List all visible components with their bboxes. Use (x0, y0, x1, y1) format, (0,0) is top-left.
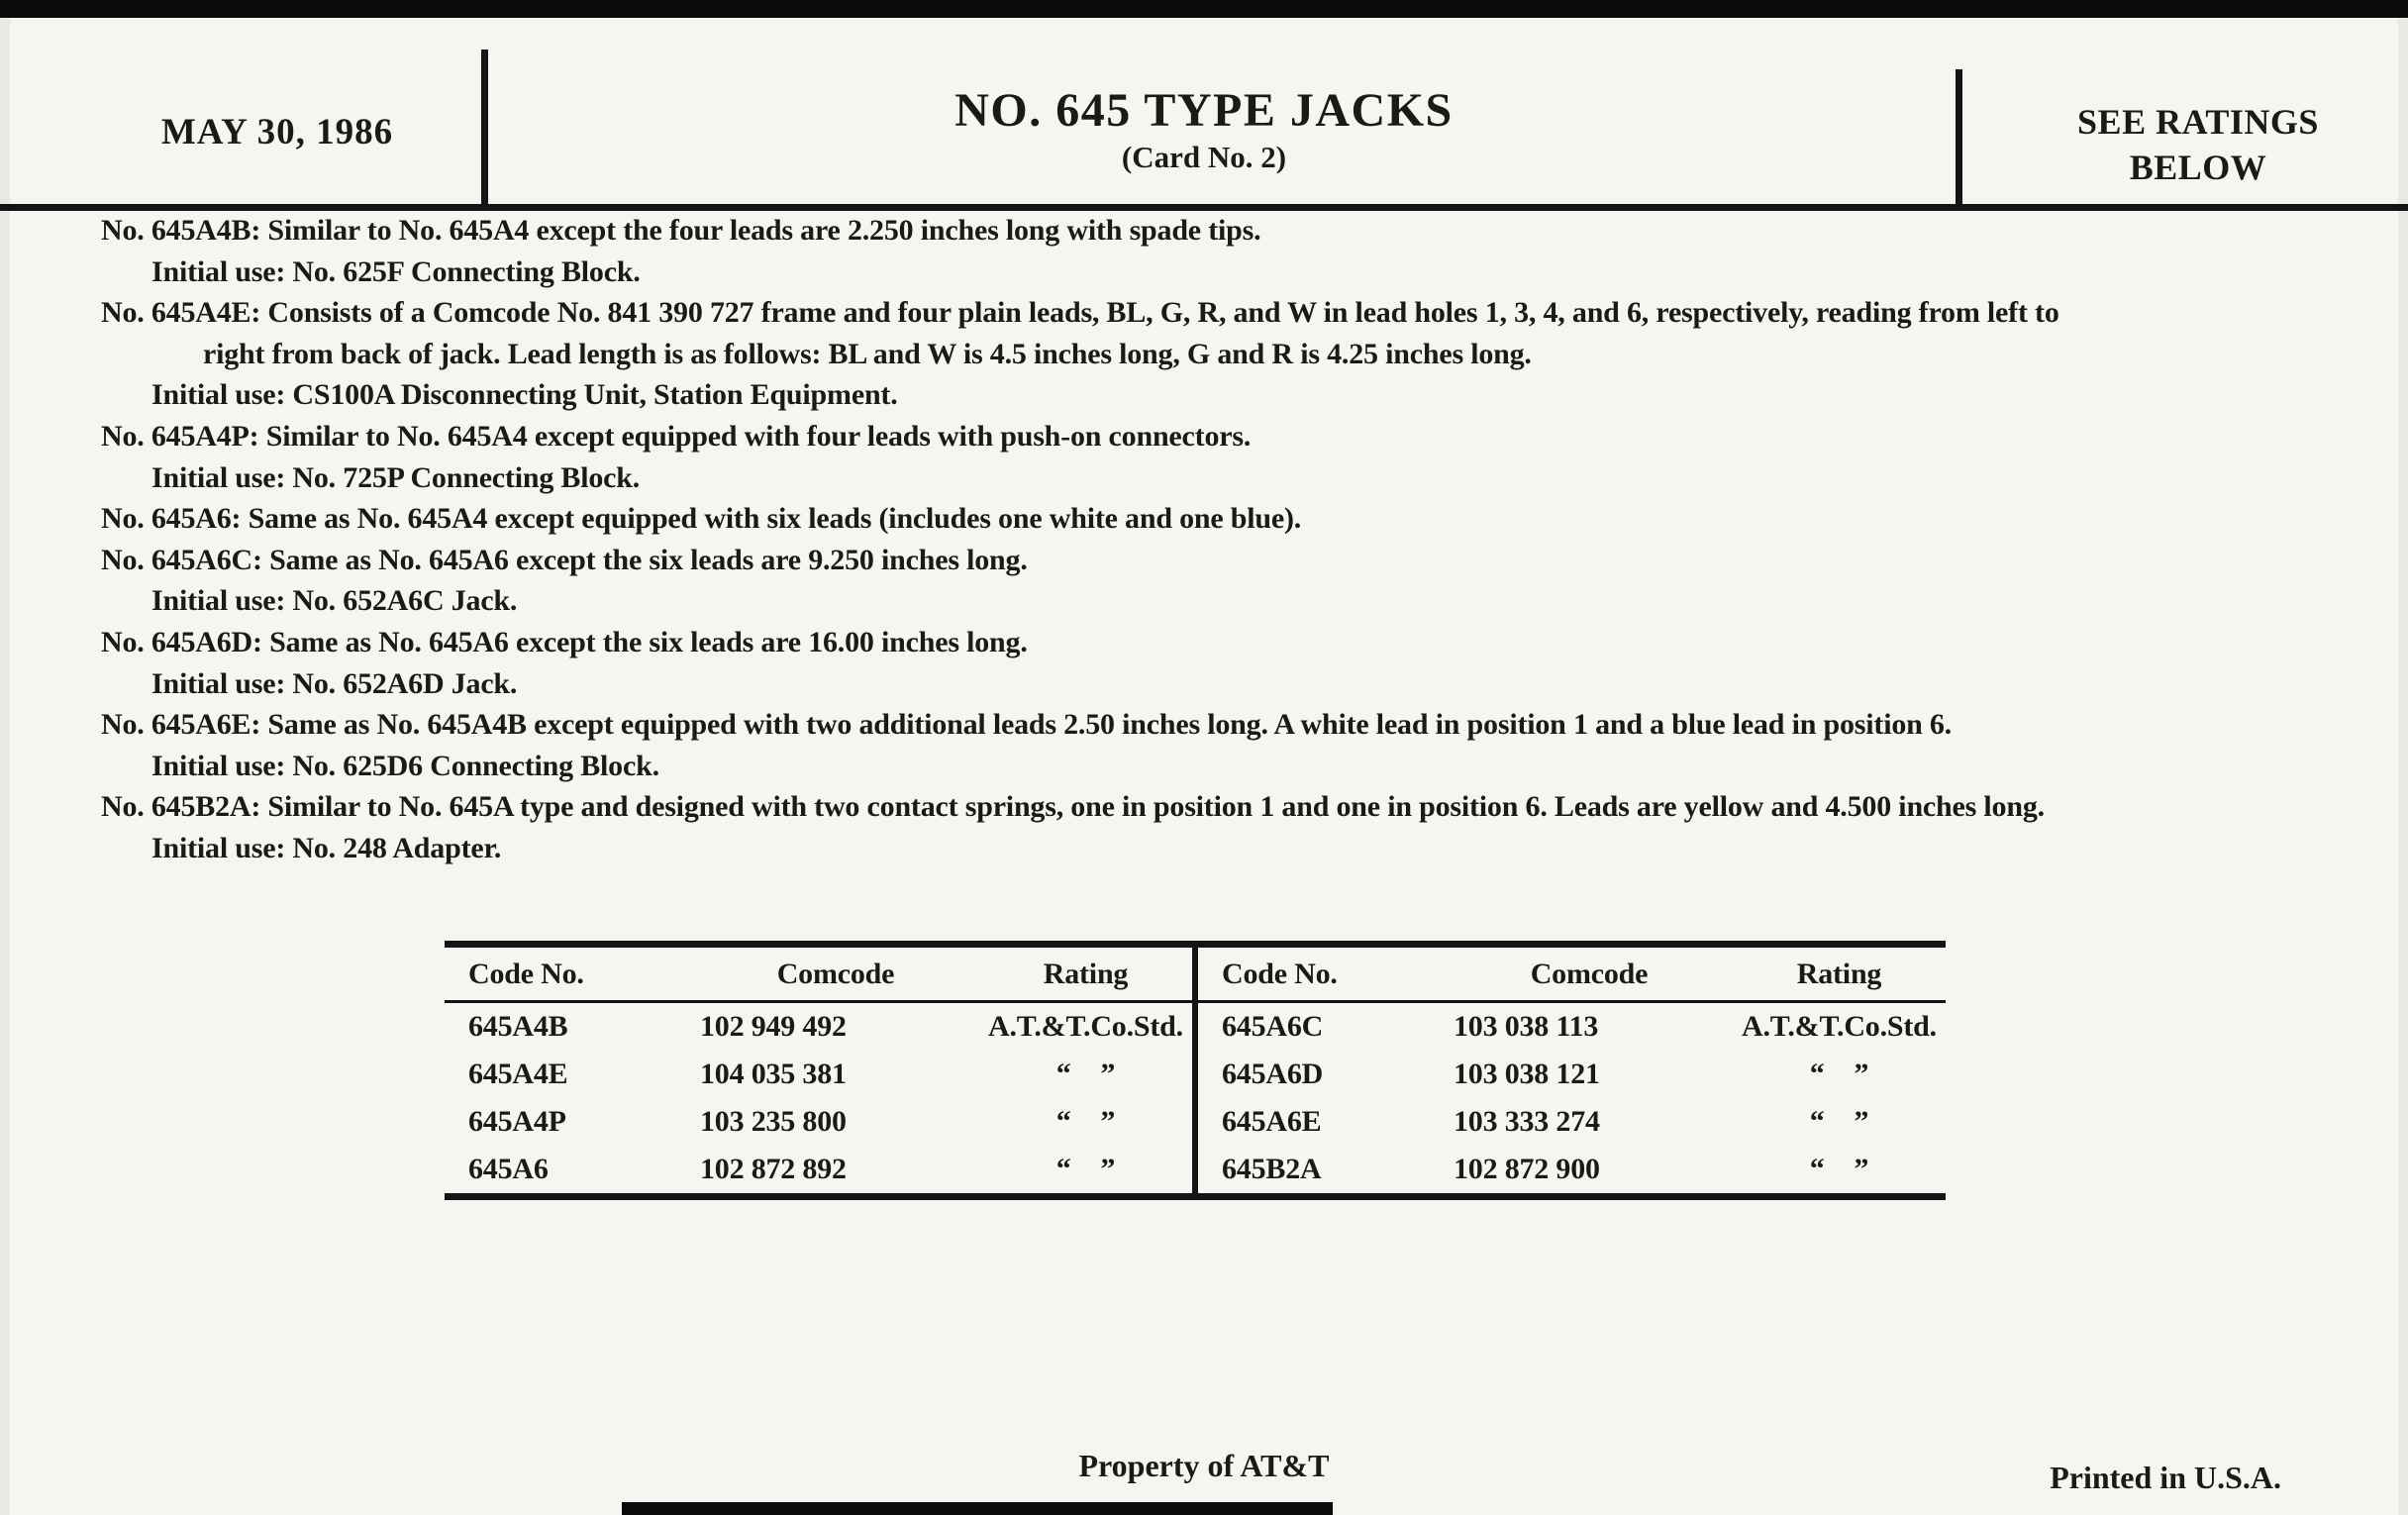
page-title: NO. 645 TYPE JACKS (954, 84, 1454, 137)
table-cell-code: 645A6C (1222, 1010, 1324, 1043)
table-cell-rating: “ ” (1809, 1058, 1869, 1090)
table-row (1198, 1003, 1946, 1051)
description-line: No. 645A6C: Same as No. 645A6 except the six leads are 9.250 inches long. (101, 543, 1028, 576)
description-line: No. 645A4P: Similar to No. 645A4 except equipped with four leads with push-on connectors. (101, 419, 1252, 453)
table-cell-code: 645B2A (1222, 1153, 1322, 1185)
table-cell-rating: “ ” (1809, 1105, 1869, 1138)
description-line: Initial use: No. 725P Connecting Block. (151, 460, 641, 494)
description-line: No. 645B2A: Similar to No. 645A type and designed with two contact springs, one in position 1 and one in position 6. Leads are yellow and 4.500 inches long. (101, 790, 2045, 824)
footer-printed-notice: Printed in U.S.A. (2050, 1460, 2281, 1495)
table-cell-rating: “ ” (1809, 1153, 1869, 1185)
table-cell-comcode: 103 333 274 (1454, 1105, 1600, 1138)
description-line: Initial use: No. 248 Adapter. (151, 831, 502, 864)
table-header-row (445, 948, 1192, 1003)
ratings-table (445, 941, 1946, 1200)
scan-artifact-top (0, 0, 2408, 18)
table-header-cell: Code No. (1222, 957, 1338, 990)
table-cell-comcode: 102 949 492 (700, 1010, 847, 1043)
table-cell-comcode: 102 872 900 (1454, 1153, 1600, 1185)
table-cell-code: 645A4B (468, 1010, 568, 1043)
table-cell-comcode: 102 872 892 (700, 1153, 847, 1185)
description-line: Initial use: No. 625F Connecting Block. (151, 254, 641, 288)
table-cell-rating: “ ” (1055, 1153, 1116, 1185)
table-row (1198, 1051, 1946, 1098)
description-line: No. 645A4B: Similar to No. 645A4 except the four leads are 2.250 inches long with spade tips. (101, 214, 1261, 247)
table-row (445, 1051, 1192, 1098)
footer-property-notice: Property of AT&T (1078, 1448, 1330, 1483)
ratings-table-left (445, 948, 1192, 1193)
table-cell-comcode: 104 035 381 (700, 1058, 847, 1090)
description-line: Initial use: No. 652A6D Jack. (151, 666, 518, 700)
table-header-cell: Comcode (776, 957, 895, 990)
scan-artifact-bottom (622, 1502, 1333, 1515)
table-row (1198, 1146, 1946, 1193)
table-header-cell: Rating (1796, 957, 1882, 990)
table-row (445, 1146, 1192, 1193)
table-header-cell: Comcode (1530, 957, 1649, 990)
table-cell-comcode: 103 038 121 (1454, 1058, 1600, 1090)
description-line: No. 645A6E: Same as No. 645A4B except equipped with two additional leads 2.50 inches long. A white lead in position 1 and a blue lead in position 6. (101, 708, 1953, 742)
description-line: No. 645A4E: Consists of a Comcode No. 841 390 727 frame and four plain leads, BL, G, R, and W in lead holes 1, 3, 4, and 6, respectively, reading from left to (101, 296, 2059, 330)
card-date: MAY 30, 1986 (160, 112, 394, 152)
header-divider-right (1956, 69, 1962, 211)
description-text (0, 210, 2408, 869)
description-line: No. 645A6D: Same as No. 645A6 except the six leads are 16.00 inches long. (101, 625, 1028, 658)
ratings-note-line2: BELOW (2129, 148, 2267, 187)
table-row (445, 1003, 1192, 1051)
description-line: Initial use: No. 625D6 Connecting Block. (151, 749, 659, 782)
description-line: Initial use: No. 652A6C Jack. (151, 584, 518, 618)
table-cell-code: 645A4P (468, 1105, 566, 1138)
ratings-note (2010, 99, 2386, 190)
table-cell-code: 645A4E (468, 1058, 568, 1090)
table-row (445, 1098, 1192, 1146)
table-cell-rating: “ ” (1055, 1105, 1116, 1138)
table-cell-comcode: 103 235 800 (700, 1105, 847, 1138)
ratings-table-right (1198, 948, 1946, 1193)
table-cell-code: 645A6 (468, 1153, 549, 1185)
table-header-row (1198, 948, 1946, 1003)
table-row (1198, 1098, 1946, 1146)
description-line: No. 645A6: Same as No. 645A4 except equipped with six leads (includes one white and one blue). (101, 502, 1302, 536)
description-line: Initial use: CS100A Disconnecting Unit, Station Equipment. (151, 378, 898, 412)
ratings-note-line1: SEE RATINGS (2077, 102, 2319, 142)
table-cell-rating: “ ” (1055, 1058, 1116, 1090)
table-cell-rating: A.T.&T.Co.Std. (1742, 1010, 1937, 1043)
card-subtitle: (Card No. 2) (1121, 140, 1287, 174)
table-cell-rating: A.T.&T.Co.Std. (988, 1010, 1183, 1043)
table-cell-comcode: 103 038 113 (1454, 1010, 1599, 1043)
table-header-cell: Code No. (468, 957, 584, 990)
table-cell-code: 645A6E (1222, 1105, 1322, 1138)
table-cell-code: 645A6D (1222, 1058, 1324, 1090)
table-header-cell: Rating (1043, 957, 1129, 990)
description-line: right from back of jack. Lead length is as follows: BL and W is 4.5 inches long, G and R is 4.25 inches long. (203, 337, 1532, 370)
